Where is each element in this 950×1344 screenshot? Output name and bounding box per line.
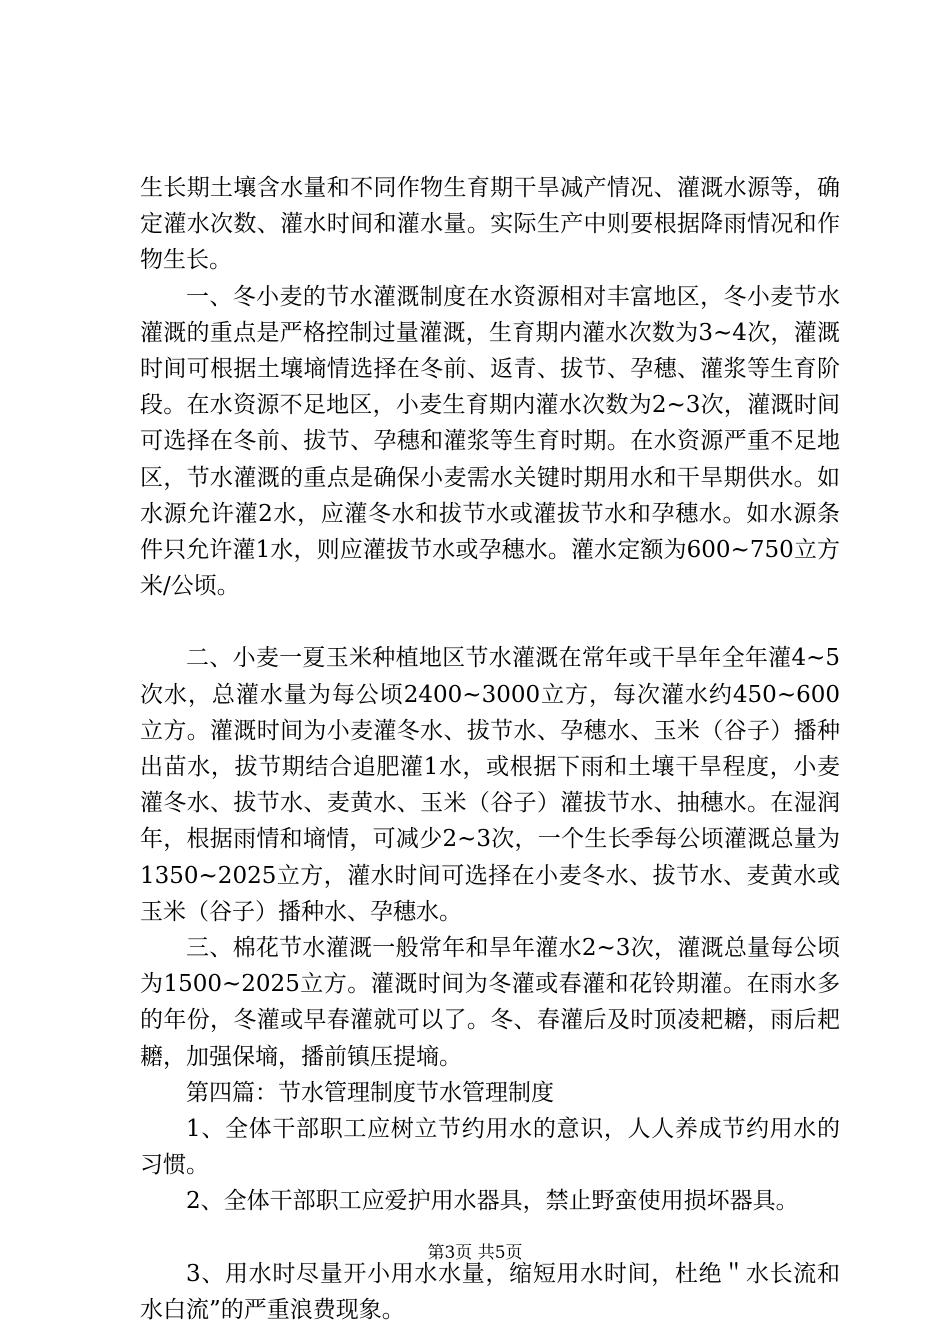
rule-item-1: 1、全体干部职工应树立节约用水的意识，人人养成节约用水的习惯。 xyxy=(140,1116,840,1179)
document-body xyxy=(140,170,840,1328)
rule-item-3: 3、用水时尽量开小用水水量，缩短用水时间，杜绝＂水长流和水白流”的严重浪费现象。 xyxy=(140,1260,840,1323)
section-heading-part4: 第四篇：节水管理制度节水管理制度 xyxy=(186,1079,554,1106)
rule-item-2: 2、全体干部职工应爱护用水器具，禁止野蛮使用损坏器具。 xyxy=(186,1188,799,1215)
paragraph-winter-wheat: 一、冬小麦的节水灌溉制度在水资源相对丰富地区，冬小麦节水灌溉的重点是严格控制过量灌溉，生育期内灌水次数为3~4次，灌溉时间可根据土壤墒情选择在冬前、返青、拔节、孕穗、灌浆等生育阶段。在水资源不足地区，小麦生育期内灌水次数为2~3次，灌溉时间可选择在冬前、拔节、孕穗和灌浆等生育时期。在水资源严重不足地区，节水灌溉的重点是确保小麦需水关键时期用水和干旱期供水。如水源允许灌2水，应灌冬水和拔节水或灌拔节水和孕穗水。如水源条件只允许灌1水，则应灌拔节水或孕穗水。灌水定额为600~750立方米/公顷。 xyxy=(140,283,840,600)
paragraph-continuation: 生长期土壤含水量和不同作物生育期干旱减产情况、灌溉水源等，确定灌水次数、灌水时间和灌水量。实际生产中则要根据降雨情况和作物生长。 xyxy=(140,175,840,274)
page-number-label: 第3页 共5页 xyxy=(427,1243,523,1263)
paragraph-wheat-corn: 二、小麦一夏玉米种植地区节水灌溉在常年或干旱年全年灌4~5次水，总灌水量为每公顷2400~3000立方，每次灌水约450~600立方。灌溉时间为小麦灌冬水、拔节水、孕穗水、玉米（谷子）播种出苗水，拔节期结合追肥灌1水，或根据下雨和土壤干旱程度，小麦灌冬水、拔节水、麦黄水、玉米（谷子）灌拔节水、抽穗水。在湿润年，根据雨情和墒情，可减少2~3次，一个生长季每公顷灌溉总量为1350~2025立方，灌水时间可选择在小麦冬水、拔节水、麦黄水或玉米（谷子）播种水、孕穗水。 xyxy=(140,645,840,925)
page-footer xyxy=(0,1242,950,1264)
paragraph-cotton: 三、棉花节水灌溉一般常年和旱年灌水2~3次，灌溉总量每公顷为1500~2025立方。灌溉时间为冬灌或春灌和花铃期灌。在雨水多的年份，冬灌或早春灌就可以了。冬、春灌后及时顶凌耙耱，雨后耙耱，加强保墒，播前镇压提墒。 xyxy=(140,935,840,1070)
